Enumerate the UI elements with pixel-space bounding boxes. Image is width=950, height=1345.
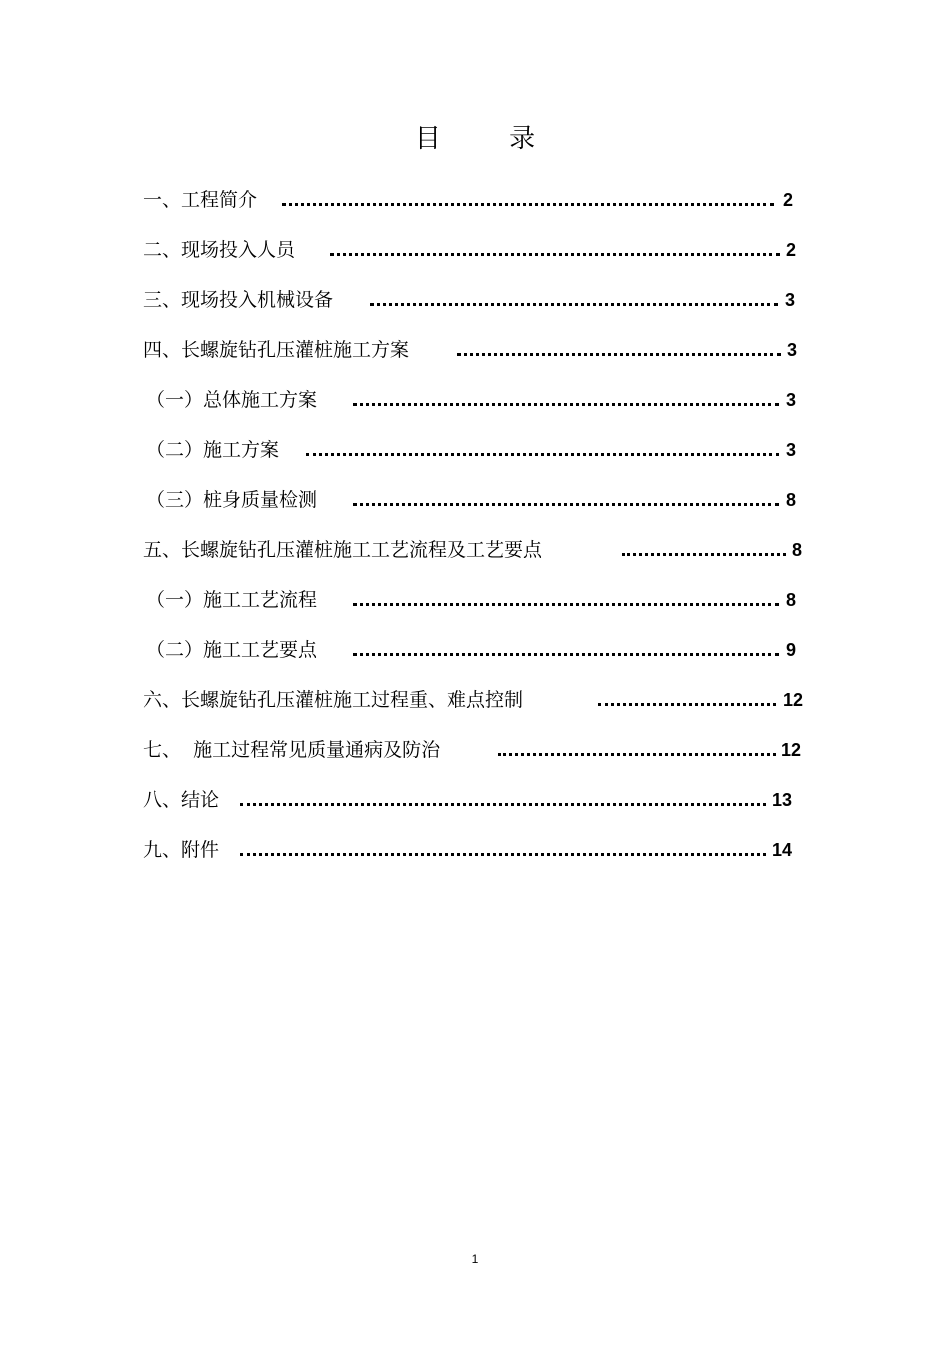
toc-entry-label: 九、附件 bbox=[143, 839, 220, 861]
toc-entry-label: （三）桩身质量检测 bbox=[146, 489, 318, 511]
toc-entry-page: 12 bbox=[781, 740, 802, 760]
page-number: 1 bbox=[471, 1252, 479, 1266]
toc-leader-dots bbox=[353, 403, 779, 406]
toc-leader-dots bbox=[353, 503, 779, 506]
toc-entry-page: 8 bbox=[786, 590, 797, 610]
toc-entry-page: 2 bbox=[786, 240, 797, 260]
toc-leader-dots bbox=[622, 553, 786, 556]
toc-entry-page: 3 bbox=[786, 390, 797, 410]
toc-entry-label: 八、结论 bbox=[143, 789, 220, 811]
toc-entry-page: 3 bbox=[787, 340, 798, 360]
toc-entry-label: 三、现场投入机械设备 bbox=[143, 289, 334, 311]
toc-entry-label: （二）施工方案 bbox=[146, 439, 280, 461]
toc-entry-page: 13 bbox=[772, 790, 793, 810]
toc-leader-dots bbox=[240, 853, 766, 856]
toc-entry-page: 14 bbox=[772, 840, 793, 860]
toc-leader-dots bbox=[330, 253, 780, 256]
toc-leader-dots bbox=[240, 803, 766, 806]
toc-entry-page: 8 bbox=[792, 540, 803, 560]
toc-leader-dots bbox=[370, 303, 778, 306]
toc-entry-label: 七、 施工过程常见质量通病及防治 bbox=[143, 739, 441, 761]
toc-entry-page: 3 bbox=[785, 290, 796, 310]
toc-entry-label: 五、长螺旋钻孔压灌桩施工工艺流程及工艺要点 bbox=[143, 539, 543, 561]
toc-entry-page: 3 bbox=[786, 440, 797, 460]
toc-entry-label: （一）总体施工方案 bbox=[146, 389, 318, 411]
toc-leader-dots bbox=[353, 603, 779, 606]
toc-entry-page: 9 bbox=[786, 640, 797, 660]
toc-entry-page: 2 bbox=[783, 190, 794, 210]
toc-leader-dots bbox=[498, 753, 776, 756]
toc-entry-label: （一）施工工艺流程 bbox=[146, 589, 318, 611]
page-title: 目 录 bbox=[414, 124, 566, 154]
toc-leader-dots bbox=[282, 203, 774, 206]
toc-leader-dots bbox=[306, 453, 779, 456]
toc-entry-label: 二、现场投入人员 bbox=[143, 239, 296, 261]
toc-entry-page: 8 bbox=[786, 490, 797, 510]
toc-leader-dots bbox=[598, 703, 776, 706]
toc-leader-dots bbox=[353, 653, 779, 656]
toc-entry-label: 四、长螺旋钻孔压灌桩施工方案 bbox=[143, 339, 410, 361]
toc-entry-label: 一、工程简介 bbox=[143, 189, 258, 211]
toc-leader-dots bbox=[457, 353, 781, 356]
toc-entry-label: （二）施工工艺要点 bbox=[146, 639, 318, 661]
toc-entry-page: 12 bbox=[783, 690, 804, 710]
toc-entry-label: 六、长螺旋钻孔压灌桩施工过程重、难点控制 bbox=[143, 689, 524, 711]
